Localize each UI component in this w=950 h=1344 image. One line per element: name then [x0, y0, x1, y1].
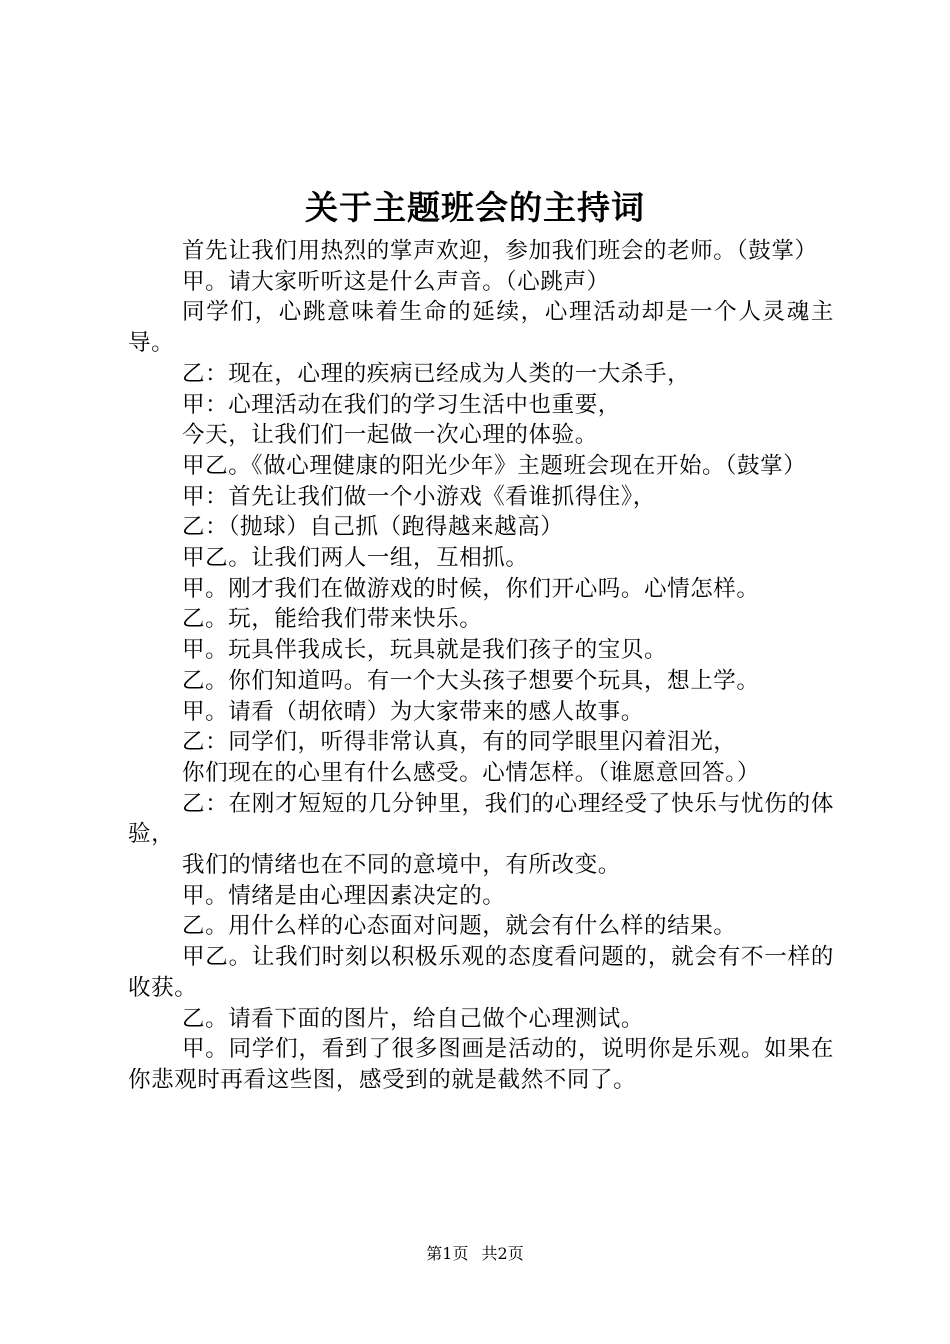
paragraph-13: 甲。玩具伴我成长，玩具就是我们孩子的宝贝。 — [182, 637, 668, 664]
paragraph-1: 首先让我们用热烈的掌声欢迎，参加我们班会的老师。（鼓掌） — [182, 238, 818, 264]
paragraph-4: 乙：现在，心理的疾病已经成为人类的一大杀手， — [182, 360, 691, 387]
page-number: 第1页 — [426, 1244, 469, 1263]
paragraph-9: 乙：（抛球）自己抓（跑得越来越高） — [182, 514, 564, 541]
paragraph-17: 你们现在的心里有什么感受。心情怎样。（谁愿意回答。） — [182, 759, 761, 786]
paragraph-12: 乙。玩，能给我们带来快乐。 — [182, 606, 483, 633]
paragraph-5: 甲：心理活动在我们的学习生活中也重要， — [182, 391, 621, 418]
paragraph-22: 甲乙。让我们时刻以积极乐观的态度看问题的，就会有不一样的收获。 — [128, 944, 834, 1001]
document-body — [128, 236, 834, 1096]
paragraph-7: 甲乙。《做心理健康的阳光少年》主题班会现在开始。（鼓掌） — [182, 452, 807, 479]
paragraph-23: 乙。请看下面的图片，给自己做个心理测试。 — [182, 1005, 645, 1032]
paragraph-15: 甲。请看（胡依晴）为大家带来的感人故事。 — [182, 698, 645, 725]
paragraph-10: 甲乙。让我们两人一组，互相抓。 — [182, 545, 529, 572]
paragraph-3: 同学们，心跳意味着生命的延续，心理活动却是一个人灵魂主导。 — [128, 299, 834, 357]
paragraph-21: 乙。用什么样的心态面对问题，就会有什么样的结果。 — [182, 913, 737, 940]
paragraph-2: 甲。请大家听听这是什么声音。（心跳声） — [182, 268, 610, 295]
paragraph-11: 甲。刚才我们在做游戏的时候，你们开心吗。心情怎样。 — [182, 575, 760, 602]
paragraph-24: 甲。同学们，看到了很多图画是活动的，说明你是乐观。如果在你悲观时再看这些图，感受到的就是截然不同了。 — [128, 1036, 834, 1093]
paragraph-16: 乙：同学们，听得非常认真，有的同学眼里闪着泪光， — [182, 729, 737, 756]
paragraph-19: 我们的情绪也在不同的意境中，有所改变。 — [182, 852, 621, 879]
paragraph-18: 乙：在刚才短短的几分钟里，我们的心理经受了快乐与忧伤的体验， — [128, 790, 834, 848]
document-title: 关于主题班会的主持词 — [305, 188, 645, 227]
paragraph-8: 甲：首先让我们做一个小游戏《看谁抓得住》， — [182, 483, 656, 510]
page-footer — [0, 1242, 950, 1266]
paragraph-20: 甲。情绪是由心理因素决定的。 — [182, 882, 506, 909]
paragraph-6: 今天，让我们们一起做一次心理的体验。 — [182, 422, 598, 449]
page-total: 共2页 — [481, 1244, 524, 1263]
paragraph-14: 乙。你们知道吗。有一个大头孩子想要个玩具，想上学。 — [182, 667, 760, 694]
